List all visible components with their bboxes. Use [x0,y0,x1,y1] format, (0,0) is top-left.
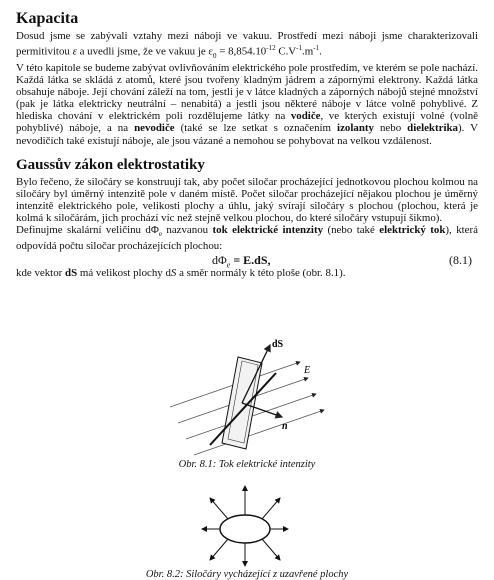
equation-number: (8.1) [449,253,472,268]
paragraph-materials: V této kapitole se budeme zabývat ovlivňováním elektrického pole prostředím, ve kterém se pole nachází. Každá látka se skládá z atomů, které jsou tvořeny kladným jádrem a zápornými elektrony. Každá látka obsahuje náboje. Její chování záleží na tom, jestli je v látce kladných a záporných nábojů stejné množství (pak je látka elektricky neutrální – nenabitá) a jestli jsou některé náboje v látce volně pohyblivé. Z hlediska chování v elektrickém poli rozdělujeme látky na vodiče, ve kterých existují volné (volně pohyblivé) náboje, a na nevodiče (také se lze setkat s označením izolanty nebo dielektrika). V nevodičích také existují náboje, ale jsou vázané a nemohou se pohybovat na velkou vzdálenost. [16,61,479,147]
term-nevodice: nevodiče [134,122,175,135]
section-heading: Gaussův zákon elektrostatiky [16,156,205,173]
paragraph-field-lines: Bylo řečeno, že siločáry se konstruují tak, aby počet siločar procházející jednotkovou plochou kolmou na siločáry byl úměrný intenzitě pole v daném místě. Počet siločar procházející nějakou plochou je úměrný intenzitě elektrického pole, velikosti plochy a úhlu, jaký svírají siločáry s plochou (plochou, která je kolmá k siločárám, jich prochází víc než stejně velkou plochou, do které siločáry vstupují šikmo). [16,175,478,224]
caption-figure-8-1: Obr. 8.1: Tok elektrické intenzity [178,459,316,470]
label-n: n [282,421,288,432]
document-page [16,10,478,279]
label-e: E [304,365,311,376]
paragraph-vector: kde vektor dS má velikost plochy dS a směr normály k této ploše (obr. 8.1). [16,267,346,280]
paragraph-definition: Definujme skalární veličinu $d\Phi_e$ nazvanou tok elektrické intenzity (nebo také elektrický tok), která odpovídá počtu siločar procházejících plochou: [16,224,478,253]
term-izolanty: izolanty [337,122,374,135]
label-ds: dS [272,339,284,350]
caption-figure-8-2: Obr. 8.2: Siločáry vycházející z uzavřené plochy [145,569,349,580]
closed-surface [220,515,270,543]
figure-flux-diagram [150,337,340,457]
term-dielektrika: dielektrika [407,122,458,135]
page-title: Kapacita [16,10,79,27]
equation-8-1: $d\Phi_e = E.dS$, (8.1) [212,253,472,270]
paragraph-intro: Dosud jsme se zabývali vztahy mezi náboji ve vakuu. Prostředí mezi náboji jsme charakterizovali permitivitou ε a uvedli jsme, že ve vakuu je $\varepsilon_0 = 8,854.10^{-12}$ $C.V^{-1}.m^{-1}$. [16,30,478,60]
figure-closed-surface [200,482,290,568]
term-vodice: vodiče [290,110,321,123]
